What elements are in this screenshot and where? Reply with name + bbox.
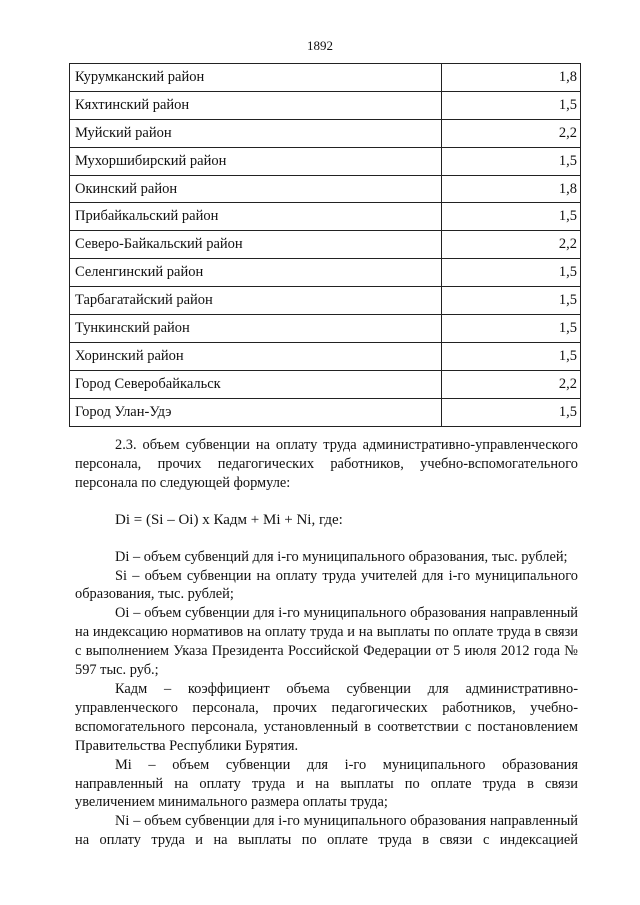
- table-row: [70, 147, 581, 175]
- table-row: [70, 287, 581, 315]
- table-row: [70, 175, 581, 203]
- formula: Di = (Si – Oi) x Кадм + Mi + Ni, где:: [115, 511, 343, 528]
- district-name: Город Северобайкальск: [70, 370, 442, 398]
- coefficient-value: 2,2: [442, 231, 581, 259]
- coefficient-table: [69, 63, 581, 427]
- table-row: [70, 398, 581, 426]
- table-row: [70, 315, 581, 343]
- coefficient-value: 1,5: [442, 315, 581, 343]
- district-name: Тункинский район: [70, 315, 442, 343]
- district-name: Окинский район: [70, 175, 442, 203]
- district-name: Муйский район: [70, 119, 442, 147]
- district-name: Прибайкальский район: [70, 203, 442, 231]
- paragraph-ni-definition: Ni – объем субвенции для i-го муниципального образования направленный на оплату труда и на выплаты по оплате труда в связи с индексацией: [75, 813, 578, 849]
- coefficient-value: 1,5: [442, 259, 581, 287]
- district-name: Мухоршибирский район: [70, 147, 442, 175]
- table-row: [70, 259, 581, 287]
- coefficient-value: 1,5: [442, 342, 581, 370]
- coefficient-value: 1,5: [442, 147, 581, 175]
- district-name: Тарбагатайский район: [70, 287, 442, 315]
- table-row: [70, 64, 581, 92]
- table-row: [70, 370, 581, 398]
- paragraph-intro: 2.3. объем субвенции на оплату труда административно-управленческого персонала, прочих педагогических работников, учебно-вспомогательного персонала по следующей формуле:: [75, 437, 578, 491]
- district-name: Селенгинский район: [70, 259, 442, 287]
- page-number: 1892: [307, 38, 333, 53]
- coefficient-value: 1,5: [442, 203, 581, 231]
- coefficient-value: 1,5: [442, 91, 581, 119]
- coefficient-value: 2,2: [442, 119, 581, 147]
- paragraph-si-definition: Si – объем субвенции на оплату труда учителей для i-го муниципального образования, тыс. рублей;: [75, 567, 578, 603]
- coefficient-value: 1,8: [442, 175, 581, 203]
- coefficient-value: 1,5: [442, 398, 581, 426]
- paragraph-di-definition: Di – объем субвенций для i-го муниципального образования, тыс. рублей;: [115, 548, 568, 565]
- table-row: [70, 342, 581, 370]
- coefficient-value: 1,8: [442, 64, 581, 92]
- paragraph-kadm-definition: Кадм – коэффициент объема субвенции для административно-управленческого персонала, прочих педагогических работников, учебно-вспомогательного персонала, установленный в соответствии с постановлением Правительства Республики Бурятия.: [75, 680, 578, 754]
- table-row: [70, 119, 581, 147]
- table-row: [70, 203, 581, 231]
- district-name: Северо-Байкальский район: [70, 231, 442, 259]
- coefficient-value: 2,2: [442, 370, 581, 398]
- coefficient-value: 1,5: [442, 287, 581, 315]
- district-name: Город Улан-Удэ: [70, 398, 442, 426]
- table-row: [70, 91, 581, 119]
- district-name: Кяхтинский район: [70, 91, 442, 119]
- paragraph-mi-definition: Mi – объем субвенции для i-го муниципального образования направленный на оплату труда и на выплаты по оплате труда в связи увеличением минимального размера оплаты труда;: [75, 756, 578, 811]
- coefficient-table-body: [70, 64, 581, 427]
- document-body: [75, 436, 578, 850]
- table-row: [70, 231, 581, 259]
- district-name: Хоринский район: [70, 342, 442, 370]
- district-name: Курумканский район: [70, 64, 442, 92]
- paragraph-oi-definition: Oi – объем субвенции для i-го муниципального образования направленный на индексацию нормативов на оплату труда и на выплаты по оплате труда в связи с выполнением Указа Президента Российской Федерации от 5 июля 2012 года № 597 тыс. руб.;: [75, 605, 578, 679]
